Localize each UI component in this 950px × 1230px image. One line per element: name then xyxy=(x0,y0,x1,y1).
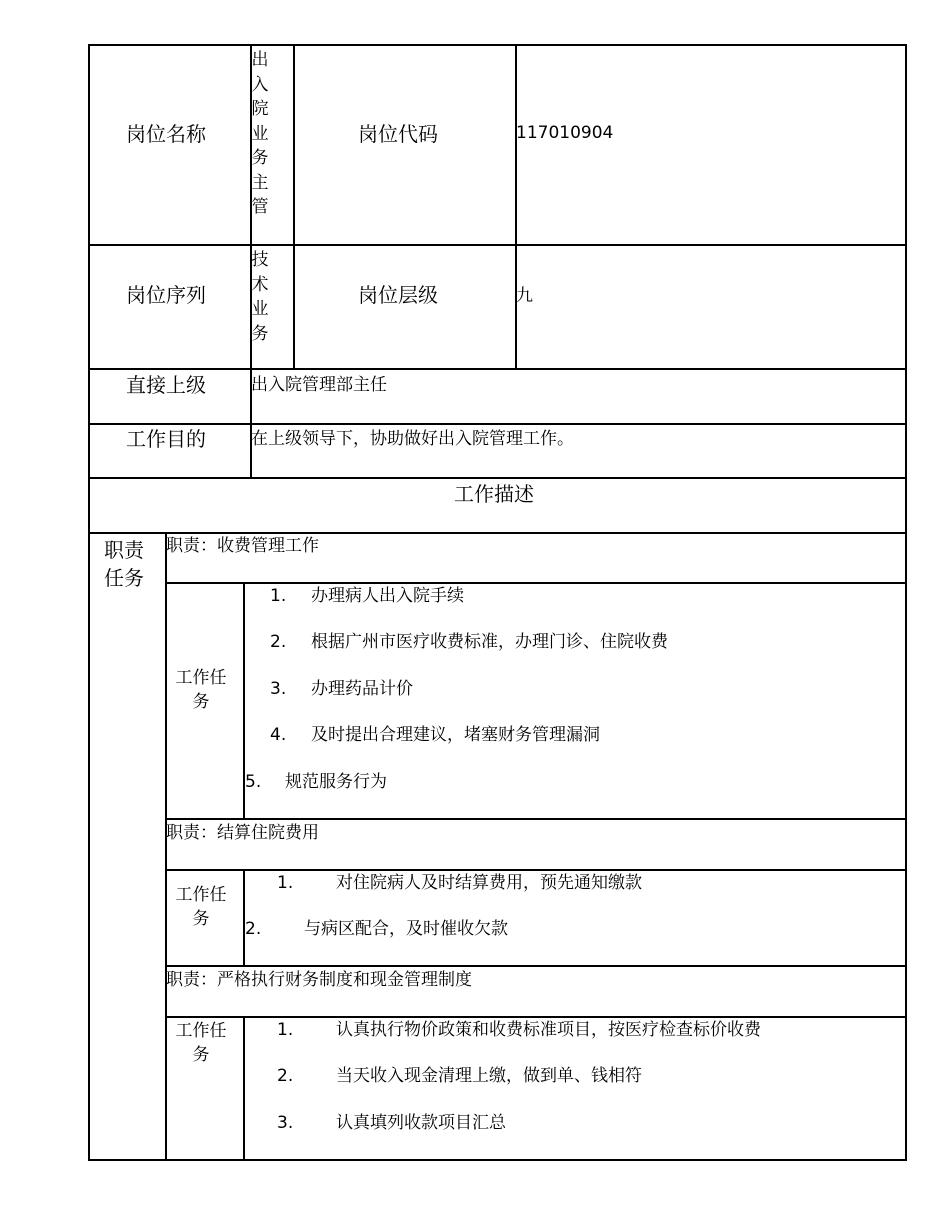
section-title: 工作描述 xyxy=(454,482,534,506)
task-number: 1. xyxy=(277,873,294,893)
post-name-value: 出入院业务主管 xyxy=(251,50,269,217)
column-divider xyxy=(515,44,517,369)
task-text: 规范服务行为 xyxy=(285,772,387,792)
column-divider xyxy=(243,869,245,966)
task-number: 2. xyxy=(245,919,262,939)
task-text: 与病区配合，及时催收欠款 xyxy=(304,919,508,939)
column-divider xyxy=(293,44,295,369)
task-text: 对住院病人及时结算费用，预先通知缴款 xyxy=(336,873,642,893)
task-text: 认真填列收款项目汇总 xyxy=(336,1113,506,1133)
task-number: 3. xyxy=(270,679,287,699)
row-divider xyxy=(166,818,907,820)
task-text: 根据广州市医疗收费标准，办理门诊、住院收费 xyxy=(311,632,668,652)
row-divider xyxy=(166,965,907,967)
task-number: 2. xyxy=(277,1066,294,1086)
row-divider xyxy=(166,1016,907,1018)
row-divider xyxy=(88,244,907,246)
row-divider xyxy=(166,869,907,871)
task-number: 2. xyxy=(270,632,287,652)
post-level-value: 九 xyxy=(516,286,533,306)
row-divider xyxy=(88,532,907,534)
purpose-label: 工作目的 xyxy=(126,427,206,451)
duty-title: 职责：结算住院费用 xyxy=(166,823,319,843)
row-divider xyxy=(88,477,907,479)
column-divider xyxy=(243,1016,245,1160)
task-number: 3. xyxy=(277,1113,294,1133)
post-code-value: 117010904 xyxy=(516,123,614,143)
table-border-left xyxy=(88,44,90,1160)
row-divider xyxy=(166,582,907,584)
task-number: 1. xyxy=(277,1020,294,1040)
post-level-label: 岗位层级 xyxy=(358,283,438,307)
task-number: 4. xyxy=(270,725,287,745)
duties-label: 职责任务 xyxy=(104,538,144,590)
superior-value: 出入院管理部主任 xyxy=(251,375,387,395)
column-divider xyxy=(165,532,167,1160)
task-text: 办理药品计价 xyxy=(311,679,413,699)
superior-label: 直接上级 xyxy=(126,373,206,397)
task-text: 办理病人出入院手续 xyxy=(311,586,464,606)
post-sequence-label: 岗位序列 xyxy=(126,283,206,307)
post-sequence-value: 技术业务 xyxy=(251,250,269,344)
task-number: 1. xyxy=(270,586,287,606)
task-text: 当天收入现金清理上缴，做到单、钱相符 xyxy=(336,1066,642,1086)
post-code-label: 岗位代码 xyxy=(358,122,438,146)
task-label: 工作任务 xyxy=(175,668,227,712)
purpose-value: 在上级领导下，协助做好出入院管理工作。 xyxy=(251,429,574,449)
task-text: 认真执行物价政策和收费标准项目，按医疗检查标价收费 xyxy=(336,1020,761,1040)
table-border-right xyxy=(905,44,907,1160)
table-border-top xyxy=(88,44,907,46)
duty-title: 职责：收费管理工作 xyxy=(166,536,319,556)
task-label: 工作任务 xyxy=(175,1021,227,1065)
row-divider xyxy=(88,423,907,425)
duty-title: 职责：严格执行财务制度和现金管理制度 xyxy=(166,970,472,990)
row-divider xyxy=(88,368,907,370)
post-name-label: 岗位名称 xyxy=(126,122,206,146)
task-text: 及时提出合理建议，堵塞财务管理漏洞 xyxy=(311,725,600,745)
task-label: 工作任务 xyxy=(175,885,227,929)
task-number: 5. xyxy=(245,772,262,792)
table-border-bottom xyxy=(88,1159,907,1161)
